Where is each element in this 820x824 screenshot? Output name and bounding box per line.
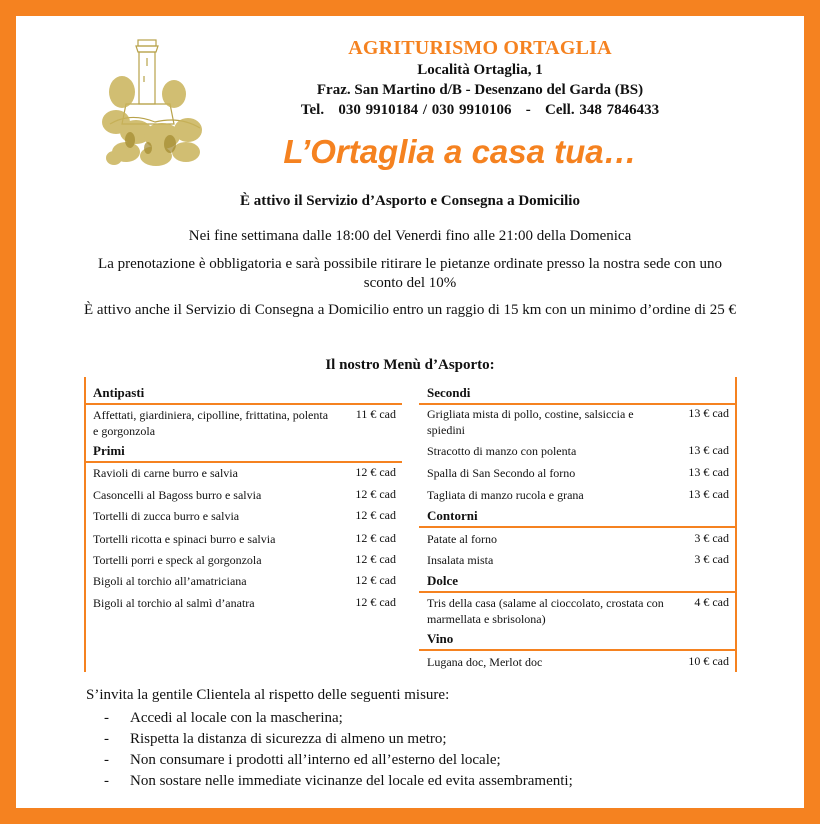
category-secondi: Secondi: [427, 385, 471, 400]
menu-item: Spalla di San Secondo al forno: [427, 466, 576, 480]
address-line-2: Fraz. San Martino d/B - Desenzano del Garda (BS): [316, 82, 644, 98]
menu-item: Tortelli porri e speck al gorgonzola: [93, 553, 262, 567]
menu-item: Casoncelli al Bagoss burro e salvia: [93, 488, 262, 502]
menu-item: Affettati, giardiniera, cipolline, frittatina, polenta e gorgonzola: [93, 408, 329, 438]
paragraph-delivery: È attivo anche il Servizio di Consegna a Domicilio entro un raggio di 15 km con un minimo d’ordine di 25 €: [84, 302, 736, 318]
menu-title: Il nostro Menù d’Asporto:: [325, 357, 495, 373]
menu-item: Tortelli ricotta e spinaci burro e salvia: [93, 532, 276, 546]
menu-price: 12 € cad: [355, 487, 396, 501]
service-title: È attivo il Servizio d’Asporto e Consegna a Domicilio: [240, 193, 580, 209]
category-divider: [419, 526, 737, 528]
list-item: - Non sostare nelle immediate vicinanze del locale ed evita assembramenti;: [104, 773, 573, 789]
paragraph-booking: La prenotazione è obbligatoria e sarà possibile ritirare le pietanze ordinate presso la nostra sede con uno sconto del 10%: [98, 256, 722, 291]
menu-price: 11 € cad: [355, 407, 396, 421]
list-item: - Non consumare i prodotti all’interno ed all’esterno del locale;: [104, 752, 501, 768]
category-divider: [86, 461, 402, 463]
category-divider: [419, 403, 737, 405]
menu-price: 12 € cad: [355, 508, 396, 522]
list-item: - Rispetta la distanza di sicurezza di almeno un metro;: [104, 731, 447, 747]
menu-price: 13 € cad: [688, 406, 729, 420]
category-divider: [419, 649, 737, 651]
menu-price: 12 € cad: [355, 465, 396, 479]
menu-item: Bigoli al torchio al salmì d’anatra: [93, 596, 255, 610]
notice-bullet-list: [104, 708, 573, 792]
menu-price: 12 € cad: [355, 595, 396, 609]
menu-price: 10 € cad: [688, 654, 729, 668]
category-dolce: Dolce: [427, 573, 459, 588]
paragraph-hours: Nei fine settimana dalle 18:00 del Venerdi fino alle 21:00 della Domenica: [188, 228, 632, 244]
menu-item: Tortelli di zucca burro e salvia: [93, 509, 240, 523]
category-antipasti: Antipasti: [93, 385, 145, 400]
category-divider: [419, 591, 737, 593]
menu-item: Ravioli di carne burro e salvia: [93, 466, 238, 480]
category-vino: Vino: [427, 631, 454, 646]
menu-price: 4 € cad: [694, 595, 729, 609]
menu-item: Lugana doc, Merlot doc: [427, 655, 543, 669]
menu-price: 13 € cad: [688, 465, 729, 479]
menu-price: 12 € cad: [355, 552, 396, 566]
bullet-text: Accedi al locale con la mascherina;: [130, 710, 343, 726]
menu-column-right: [419, 377, 737, 672]
menu-price: 3 € cad: [694, 552, 729, 566]
menu-column-left: [84, 377, 401, 672]
farm-name: AGRITURISMO ORTAGLIA: [348, 37, 612, 59]
castle-tower-sketch-icon: [100, 32, 210, 172]
list-item: - Accedi al locale con la mascherina;: [104, 710, 343, 726]
menu-price: 13 € cad: [688, 487, 729, 501]
menu-price: 12 € cad: [355, 573, 396, 587]
notice-intro: S’invita la gentile Clientela al rispetto delle seguenti misure:: [86, 687, 450, 703]
menu-item: Insalata mista: [427, 553, 494, 567]
menu-item: Stracotto di manzo con polenta: [427, 444, 577, 458]
bullet-text: Non consumare i prodotti all’interno ed all’esterno del locale;: [130, 752, 501, 768]
menu-price: 13 € cad: [688, 443, 729, 457]
menu-price: 3 € cad: [694, 531, 729, 545]
category-divider: [86, 403, 402, 405]
bullet-text: Rispetta la distanza di sicurezza di almeno un metro;: [130, 731, 447, 747]
category-primi: Primi: [93, 443, 125, 458]
menu-item: Tris della casa (salame al cioccolato, crostata con marmellata e sbrisolona): [427, 596, 664, 626]
menu-price: 12 € cad: [355, 531, 396, 545]
menu-item: Patate al forno: [427, 532, 497, 546]
menu-item: Grigliata mista di pollo, costine, salsiccia e spiedini: [427, 407, 634, 437]
phone-line: Tel. 030 9910184 / 030 9910106 - Cell. 348 7846433: [300, 102, 660, 118]
category-contorni: Contorni: [427, 508, 478, 523]
menu-item: Bigoli al torchio all’amatriciana: [93, 574, 247, 588]
menu-item: Tagliata di manzo rucola e grana: [427, 488, 584, 502]
address-line-1: Località Ortaglia, 1: [417, 62, 543, 78]
bullet-text: Non sostare nelle immediate vicinanze del locale ed evita assembramenti;: [130, 773, 573, 789]
slogan: L’Ortaglia a casa tua…: [283, 133, 637, 170]
